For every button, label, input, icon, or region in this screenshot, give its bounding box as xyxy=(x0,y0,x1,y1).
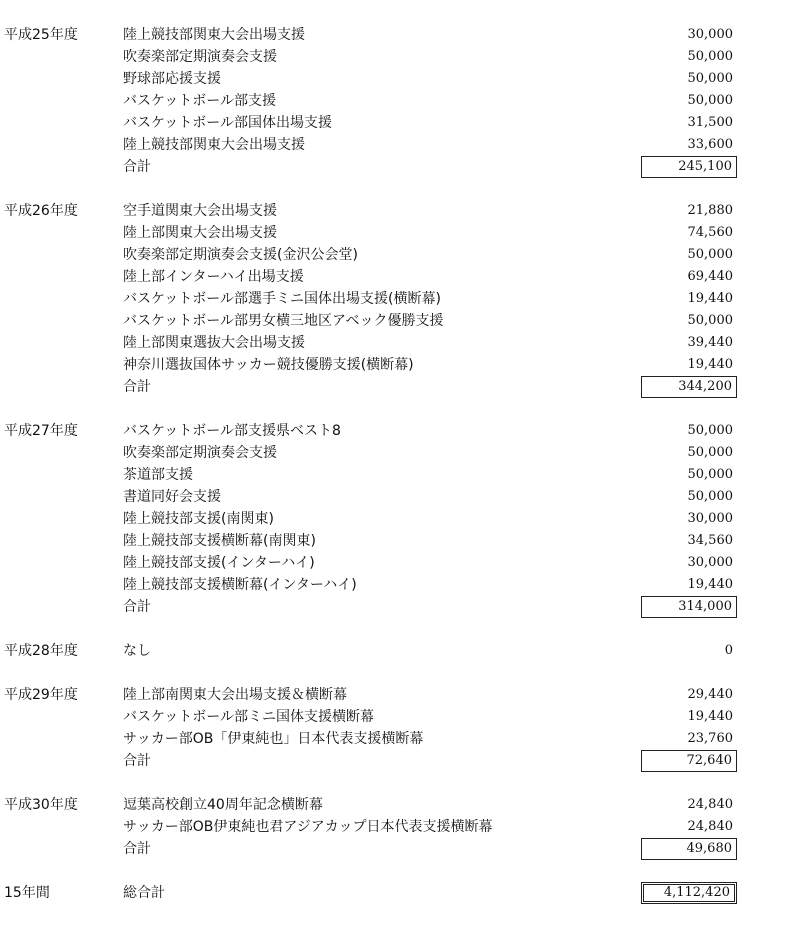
subtotal-amount: 314,000 xyxy=(641,596,737,618)
support-item-amount: 23,760 xyxy=(687,731,733,746)
support-item-label: 逗葉高校創立40周年記念横断幕 xyxy=(123,797,323,813)
fiscal-year-label: 平成27年度 xyxy=(4,423,78,439)
support-item-amount: 33,600 xyxy=(687,137,733,152)
support-item-label: バスケットボール部ミニ国体支援横断幕 xyxy=(123,709,375,725)
fiscal-year-label: 平成25年度 xyxy=(4,27,78,43)
subtotal-label: 合計 xyxy=(123,841,151,857)
support-item-label: 吹奏楽部定期演奏会支援(金沢公会堂) xyxy=(123,247,358,263)
support-item-label: 陸上部関東大会出場支援 xyxy=(123,225,277,241)
support-item-label: サッカー部OB「伊東純也」日本代表支援横断幕 xyxy=(123,731,424,747)
support-item-label: 書道同好会支援 xyxy=(123,489,221,505)
subtotal-amount: 49,680 xyxy=(641,838,737,860)
support-item-label: 陸上競技部支援横断幕(南関東) xyxy=(123,533,316,549)
support-item-label: 陸上競技部関東大会出場支援 xyxy=(123,137,305,153)
support-item-amount: 50,000 xyxy=(687,247,733,262)
support-item-amount: 50,000 xyxy=(687,445,733,460)
support-item-amount: 34,560 xyxy=(687,533,733,548)
support-item-amount: 50,000 xyxy=(687,467,733,482)
support-item-amount: 39,440 xyxy=(687,335,733,350)
period-label: 15年間 xyxy=(4,885,50,901)
grand-total-amount: 4,112,420 xyxy=(641,882,737,904)
support-item-amount: 29,440 xyxy=(687,687,733,702)
support-item-amount: 50,000 xyxy=(687,49,733,64)
support-item-amount: 50,000 xyxy=(687,489,733,504)
grand-total-label: 総合計 xyxy=(123,885,165,901)
support-item-amount: 19,440 xyxy=(687,357,733,372)
support-item-label: 陸上競技部支援横断幕(インターハイ) xyxy=(123,577,357,593)
support-item-amount: 50,000 xyxy=(687,71,733,86)
support-item-label: 吹奏楽部定期演奏会支援 xyxy=(123,445,277,461)
support-item-label: バスケットボール部男女横三地区アベック優勝支援 xyxy=(123,313,444,329)
support-item-label: 茶道部支援 xyxy=(123,467,193,483)
support-item-amount: 30,000 xyxy=(687,27,733,42)
support-item-label: バスケットボール部支援県ベスト8 xyxy=(123,423,341,439)
support-item-label: バスケットボール部選手ミニ国体出場支援(横断幕) xyxy=(123,291,441,307)
subtotal-label: 合計 xyxy=(123,599,151,615)
support-item-amount: 50,000 xyxy=(687,313,733,328)
subtotal-amount: 344,200 xyxy=(641,376,737,398)
support-item-label: 陸上部インターハイ出場支援 xyxy=(123,269,304,285)
support-item-amount: 50,000 xyxy=(687,423,733,438)
support-item-amount: 74,560 xyxy=(687,225,733,240)
support-item-label: バスケットボール部支援 xyxy=(123,93,277,109)
support-item-label: 空手道関東大会出場支援 xyxy=(123,203,277,219)
fiscal-year-label: 平成29年度 xyxy=(4,687,78,703)
fiscal-year-label: 平成26年度 xyxy=(4,203,78,219)
support-item-amount: 19,440 xyxy=(687,577,733,592)
support-item-label: 吹奏楽部定期演奏会支援 xyxy=(123,49,277,65)
support-item-amount: 21,880 xyxy=(687,203,733,218)
support-item-label: 陸上競技部支援(南関東) xyxy=(123,511,274,527)
support-item-amount: 30,000 xyxy=(687,511,733,526)
subtotal-label: 合計 xyxy=(123,379,151,395)
support-item-amount: 24,840 xyxy=(687,797,733,812)
support-item-label: 陸上部南関東大会出場支援＆横断幕 xyxy=(123,687,347,703)
subtotal-amount: 245,100 xyxy=(641,156,737,178)
support-item-label: 陸上競技部支援(インターハイ) xyxy=(123,555,315,571)
support-item-amount: 31,500 xyxy=(687,115,733,130)
support-item-label: 陸上部関東選抜大会出場支援 xyxy=(123,335,305,351)
support-item-amount: 19,440 xyxy=(687,709,733,724)
support-item-amount: 50,000 xyxy=(687,93,733,108)
fiscal-year-label: 平成30年度 xyxy=(4,797,78,813)
subtotal-amount: 72,640 xyxy=(641,750,737,772)
support-item-label: なし xyxy=(123,643,151,659)
support-item-label: 野球部応援支援 xyxy=(123,71,221,87)
support-item-label: 神奈川選抜国体サッカー競技優勝支援(横断幕) xyxy=(123,357,414,373)
fiscal-year-label: 平成28年度 xyxy=(4,643,78,659)
subtotal-label: 合計 xyxy=(123,159,151,175)
support-item-label: 陸上競技部関東大会出場支援 xyxy=(123,27,305,43)
support-item-amount: 0 xyxy=(724,643,733,658)
support-item-amount: 24,840 xyxy=(687,819,733,834)
subtotal-label: 合計 xyxy=(123,753,151,769)
support-item-amount: 30,000 xyxy=(687,555,733,570)
support-item-amount: 69,440 xyxy=(687,269,733,284)
support-item-label: バスケットボール部国体出場支援 xyxy=(123,115,333,131)
support-item-amount: 19,440 xyxy=(687,291,733,306)
support-item-label: サッカー部OB伊東純也君アジアカップ日本代表支援横断幕 xyxy=(123,819,493,835)
